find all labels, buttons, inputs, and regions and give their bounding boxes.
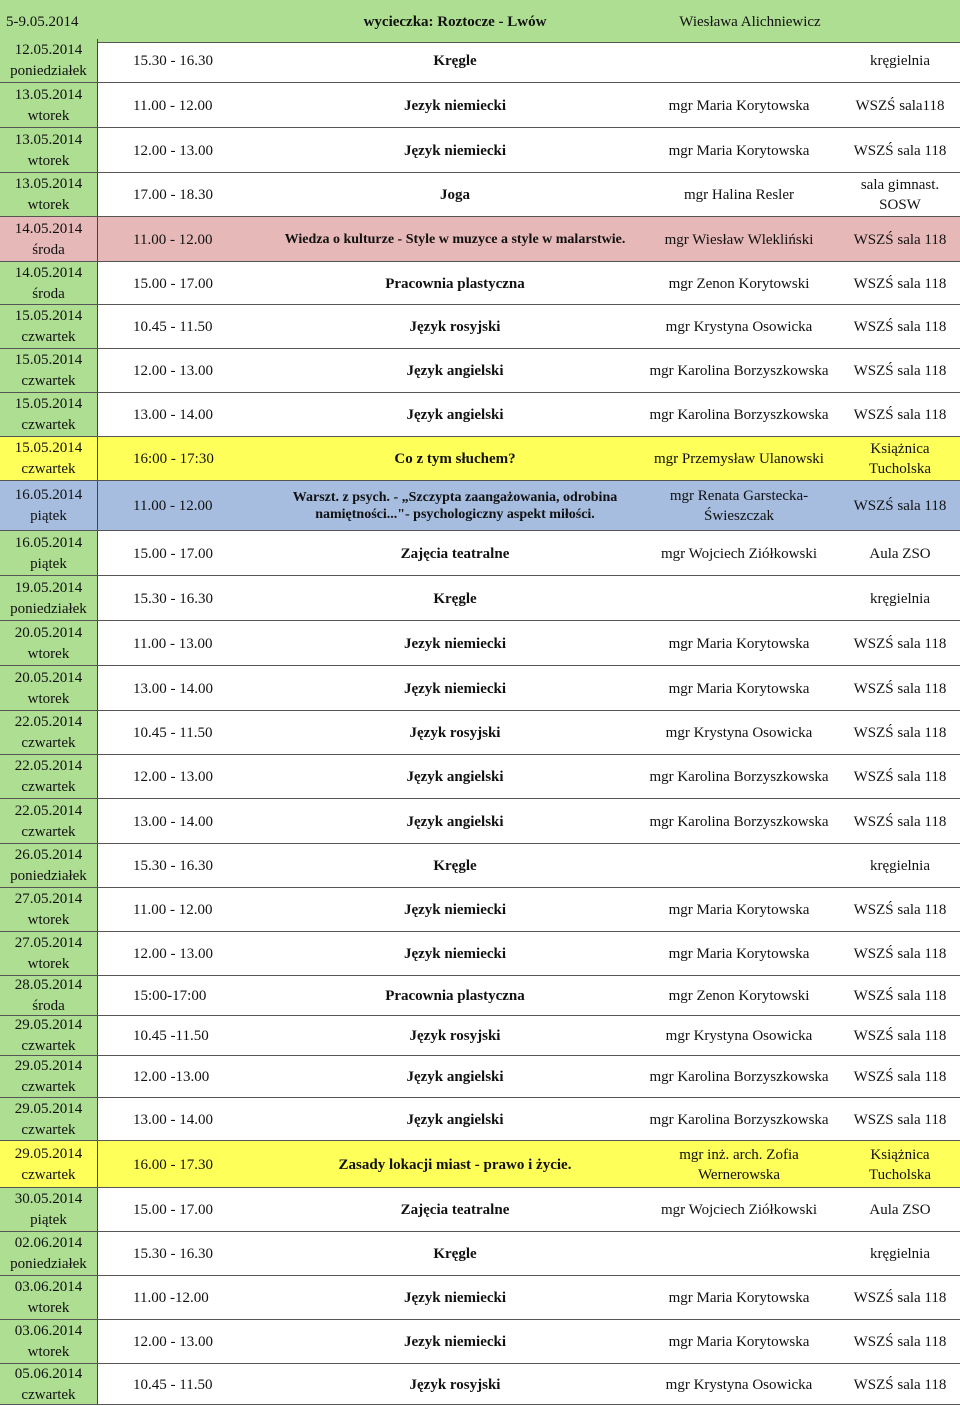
date-cell — [0, 481, 98, 531]
time-cell: 12.00 - 13.00 — [133, 946, 213, 962]
date-cell — [0, 976, 98, 1016]
date-text: 29.05.2014 — [14, 1100, 83, 1117]
subject-cell: Wiedza o kulturze - Style w muzyce a style w malarstwie. — [284, 232, 626, 247]
room-cell: Książnica Tucholska — [869, 1146, 931, 1183]
table-row — [0, 173, 960, 217]
subject-cell: Pracownia plastyczna — [385, 275, 525, 292]
weekday-text: czwartek — [21, 329, 76, 345]
table-row — [0, 1056, 960, 1098]
room-cell: WSZŚ sala 118 — [853, 946, 947, 962]
date-cell — [0, 262, 98, 305]
weekday-text: piątek — [30, 1212, 67, 1228]
room-cell: WSZŚ sala 118 — [853, 319, 947, 335]
date-cell — [0, 711, 98, 755]
subject-cell: Zajęcia teatralne — [400, 545, 510, 562]
room-cell: WSZŚ sala 118 — [853, 813, 947, 830]
time-cell: 13.00 - 14.00 — [133, 813, 213, 830]
date-text: 15.05.2014 — [14, 396, 83, 412]
date-cell — [0, 1364, 98, 1405]
date-text: 02.06.2014 — [14, 1235, 83, 1251]
table-row — [0, 481, 960, 531]
room-cell: sala gimnast. SOSW — [860, 177, 940, 213]
time-cell: 16:00 - 17:30 — [133, 451, 214, 467]
teacher-cell: mgr inż. arch. Zofia Wernerowska — [679, 1146, 799, 1183]
weekday-text: czwartek — [21, 417, 76, 433]
date-cell — [0, 755, 98, 799]
subject-cell: Język rosyjski — [409, 1376, 501, 1393]
subject-cell: Język angielski — [406, 1069, 504, 1085]
time-cell: 10.45 -11.50 — [133, 1028, 209, 1044]
date-text: 22.05.2014 — [14, 714, 83, 730]
subject-cell: Zasady lokacji miast - prawo i życie. — [338, 1156, 572, 1173]
subject-cell: Kręgle — [433, 1246, 477, 1262]
table-row — [0, 1232, 960, 1276]
table-row — [0, 1320, 960, 1364]
subject-cell: Język angielski — [406, 1111, 504, 1128]
table-row — [0, 128, 960, 173]
date-cell — [0, 1141, 98, 1188]
table-row — [0, 349, 960, 393]
table-row — [0, 437, 960, 481]
date-text: 20.05.2014 — [14, 624, 83, 641]
teacher-cell: mgr Maria Korytowska — [668, 635, 810, 652]
teacher-cell: mgr Renata Garstecka-Świeszczak — [669, 488, 809, 524]
weekday-text: czwartek — [21, 779, 76, 795]
table-row — [0, 83, 960, 128]
table-row — [0, 217, 960, 262]
room-cell: kręgielnia — [870, 53, 930, 69]
time-cell: 15.30 - 16.30 — [133, 53, 213, 69]
date-text: 15.05.2014 — [14, 308, 83, 324]
time-cell: 11.00 - 12.00 — [133, 902, 213, 918]
time-cell: 11.00 - 12.00 — [133, 498, 213, 514]
room-cell: WSZŚ sala 118 — [853, 1290, 947, 1306]
date-text: 15.05.2014 — [14, 440, 83, 456]
weekday-text: czwartek — [21, 823, 76, 840]
subject-cell: Język rosyjski — [409, 725, 501, 741]
date-text: 20.05.2014 — [14, 669, 83, 686]
weekday-text: wtorek — [27, 690, 70, 707]
date-text: 13.05.2014 — [14, 176, 83, 192]
subject-cell: Język angielski — [406, 769, 504, 785]
date-cell — [0, 217, 98, 262]
time-cell: 15:00-17:00 — [133, 988, 207, 1004]
teacher-cell: mgr Halina Resler — [684, 187, 794, 203]
teacher-cell: mgr Krystyna Osowicka — [665, 319, 813, 335]
weekday-text: środa — [32, 241, 65, 258]
subject-cell: Co z tym słuchem? — [394, 451, 516, 467]
date-text: 16.05.2014 — [14, 487, 83, 503]
room-cell: kręgielnia — [870, 590, 930, 607]
date-cell — [0, 844, 98, 888]
teacher-cell: mgr Maria Korytowska — [668, 680, 810, 697]
room-cell: WSZŚ sala 118 — [853, 680, 947, 697]
time-cell: 11.00 -12.00 — [133, 1290, 209, 1306]
room-cell: Aula ZSO — [869, 545, 931, 562]
date-cell — [0, 128, 98, 173]
teacher-cell: mgr Karolina Borzyszkowska — [649, 363, 829, 379]
date-cell — [0, 932, 98, 976]
weekday-text: czwartek — [21, 1121, 76, 1138]
date-text: 28.05.2014 — [14, 977, 83, 993]
date-text: 27.05.2014 — [14, 935, 83, 951]
weekday-text: czwartek — [21, 1079, 76, 1095]
time-cell: 12.00 - 13.00 — [133, 142, 213, 159]
room-cell: WSZS sala 118 — [853, 1111, 947, 1128]
table-row — [0, 1098, 960, 1141]
room-cell: WSZŚ sala 118 — [853, 498, 947, 514]
weekday-text: środa — [32, 998, 65, 1014]
time-cell: 13.00 - 14.00 — [133, 407, 213, 423]
table-row — [0, 799, 960, 844]
date-cell — [0, 83, 98, 128]
date-text: 13.05.2014 — [14, 86, 83, 103]
date-cell — [0, 621, 98, 666]
time-cell: 10.45 - 11.50 — [133, 319, 213, 335]
subject-cell: Warszt. z psych. - „Szczypta zaangażowania, odrobina namiętności..."- psychologiczny aspekt miłości. — [292, 490, 618, 522]
room-cell: WSZŚ sala 118 — [853, 407, 947, 423]
subject-cell: Język angielski — [406, 407, 504, 423]
header-person: Wiesława Alichniewicz — [679, 13, 821, 30]
teacher-cell: mgr Wojciech Ziółkowski — [661, 545, 817, 562]
time-cell: 10.45 - 11.50 — [133, 1376, 213, 1393]
time-cell: 15.30 - 16.30 — [133, 1246, 213, 1262]
time-cell: 12.00 - 13.00 — [133, 363, 213, 379]
room-cell: kręgielnia — [870, 858, 930, 874]
table-row — [0, 1016, 960, 1056]
date-text: 29.05.2014 — [14, 1058, 83, 1074]
time-cell: 17.00 - 18.30 — [133, 187, 213, 203]
weekday-text: poniedziałek — [10, 63, 87, 79]
weekday-text: wtorek — [27, 912, 70, 928]
subject-cell: Kręgle — [433, 590, 477, 607]
subject-cell: Język niemiecki — [403, 1290, 507, 1306]
room-cell: WSZŚ sala 118 — [853, 769, 947, 785]
table-row — [0, 711, 960, 755]
weekday-text: czwartek — [21, 1038, 76, 1054]
room-cell: WSZŚ sala 118 — [853, 902, 947, 918]
header-trip: wycieczka: Roztocze - Lwów — [363, 13, 547, 30]
teacher-cell: mgr Maria Korytowska — [668, 97, 810, 114]
room-cell: WSZŚ sala118 — [855, 97, 945, 114]
room-cell: WSZŚ sala 118 — [853, 1334, 947, 1350]
date-text: 29.05.2014 — [14, 1017, 83, 1033]
date-text: 13.05.2014 — [14, 131, 83, 148]
subject-cell: Kręgle — [433, 53, 477, 69]
table-row — [0, 666, 960, 711]
date-text: 05.06.2014 — [14, 1365, 83, 1382]
time-cell: 15.00 - 17.00 — [133, 545, 213, 562]
teacher-cell — [638, 39, 840, 83]
date-cell — [0, 1188, 98, 1232]
date-cell — [0, 173, 98, 217]
time-cell: 12.00 - 13.00 — [133, 769, 213, 785]
subject-cell: Język niemiecki — [403, 142, 507, 159]
time-cell: 10.45 - 11.50 — [133, 725, 213, 741]
header-row — [0, 0, 960, 43]
date-text: 30.05.2014 — [14, 1191, 83, 1207]
date-text: 29.05.2014 — [14, 1145, 83, 1162]
teacher-cell: mgr Karolina Borzyszkowska — [649, 813, 829, 830]
room-cell: WSZŚ sala 118 — [853, 635, 947, 652]
date-cell — [0, 39, 98, 83]
date-text: 22.05.2014 — [14, 758, 83, 774]
weekday-text: wtorek — [27, 1300, 70, 1316]
time-cell: 16.00 - 17.30 — [133, 1156, 213, 1173]
date-cell — [0, 666, 98, 711]
table-row — [0, 888, 960, 932]
teacher-cell: mgr Karolina Borzyszkowska — [649, 1069, 829, 1085]
weekday-text: środa — [32, 285, 65, 302]
teacher-cell: mgr Krystyna Osowicka — [665, 1376, 813, 1393]
teacher-cell: mgr Zenon Korytowski — [668, 988, 810, 1004]
teacher-cell: mgr Krystyna Osowicka — [665, 1028, 813, 1044]
subject-cell: Język niemiecki — [403, 946, 507, 962]
time-cell: 15.30 - 16.30 — [133, 590, 213, 607]
date-text: 03.06.2014 — [14, 1279, 83, 1295]
weekday-text: czwartek — [21, 1166, 76, 1183]
teacher-cell: mgr Maria Korytowska — [668, 142, 810, 159]
date-cell — [0, 437, 98, 481]
weekday-text: czwartek — [21, 1386, 76, 1403]
teacher-cell: mgr Karolina Borzyszkowska — [649, 769, 829, 785]
date-text: 19.05.2014 — [14, 579, 83, 596]
time-cell: 15.00 - 17.00 — [133, 275, 213, 292]
table-row — [0, 755, 960, 799]
date-text: 12.05.2014 — [14, 42, 83, 58]
room-cell: WSZŚ sala 118 — [853, 142, 947, 159]
teacher-cell: mgr Karolina Borzyszkowska — [649, 1111, 829, 1128]
subject-cell: Język niemiecki — [403, 680, 507, 697]
room-cell: Aula ZSO — [869, 1202, 931, 1218]
subject-cell: Język angielski — [406, 363, 504, 379]
table-row — [0, 1276, 960, 1320]
date-cell — [0, 888, 98, 932]
date-text: 16.05.2014 — [14, 534, 83, 551]
room-cell: WSZŚ sala 118 — [853, 988, 947, 1004]
weekday-text: poniedziałek — [10, 600, 87, 617]
room-cell: WSZŚ sala 118 — [853, 1376, 947, 1393]
table-row — [0, 844, 960, 888]
time-cell: 15.30 - 16.30 — [133, 858, 213, 874]
date-cell — [0, 1232, 98, 1276]
subject-cell: Język rosyjski — [409, 319, 501, 335]
table-row — [0, 393, 960, 437]
room-cell: kręgielnia — [870, 1246, 930, 1262]
subject-cell: Jezyk niemiecki — [403, 1334, 507, 1350]
date-text: 22.05.2014 — [14, 802, 83, 819]
table-row — [0, 531, 960, 576]
weekday-text: wtorek — [27, 107, 70, 124]
date-cell — [0, 305, 98, 349]
table-row — [0, 262, 960, 305]
teacher-cell: mgr Zenon Korytowski — [668, 275, 810, 292]
date-cell — [0, 1320, 98, 1364]
weekday-text: poniedziałek — [10, 868, 87, 884]
subject-cell: Język angielski — [406, 813, 504, 830]
room-cell: WSZŚ sala 118 — [853, 231, 947, 248]
date-text: 14.05.2014 — [14, 220, 83, 237]
subject-cell: Język rosyjski — [409, 1028, 501, 1044]
table-row — [0, 621, 960, 666]
date-cell — [0, 349, 98, 393]
date-cell — [0, 1056, 98, 1098]
date-text: 26.05.2014 — [14, 847, 83, 863]
teacher-cell: mgr Wojciech Ziółkowski — [661, 1202, 817, 1218]
teacher-cell — [638, 844, 840, 888]
weekday-text: piątek — [30, 508, 67, 524]
weekday-text: wtorek — [27, 197, 70, 213]
teacher-cell: mgr Karolina Borzyszkowska — [649, 407, 829, 423]
teacher-cell: mgr Maria Korytowska — [668, 946, 810, 962]
date-cell — [0, 799, 98, 844]
date-cell — [0, 576, 98, 621]
teacher-cell: mgr Przemysław Ulanowski — [654, 451, 824, 467]
table-row — [0, 1364, 960, 1405]
date-text: 03.06.2014 — [14, 1323, 83, 1339]
time-cell: 12.00 -13.00 — [133, 1069, 210, 1085]
teacher-cell: mgr Maria Korytowska — [668, 1334, 810, 1350]
table-row — [0, 39, 960, 83]
date-cell — [0, 531, 98, 576]
subject-cell: Zajęcia teatralne — [400, 1202, 510, 1218]
room-cell: WSZŚ sala 118 — [853, 725, 947, 741]
room-cell: Książnica Tucholska — [869, 441, 931, 477]
room-cell: WSZŚ sala 118 — [853, 1028, 947, 1044]
teacher-cell: mgr Wiesław Wlekliński — [664, 231, 814, 248]
time-cell: 13.00 - 14.00 — [133, 680, 213, 697]
time-cell: 15.00 - 17.00 — [133, 1202, 213, 1218]
room-cell: WSZŚ sala 118 — [853, 363, 947, 379]
weekday-text: wtorek — [27, 152, 70, 169]
time-cell: 13.00 - 14.00 — [133, 1111, 213, 1128]
weekday-text: wtorek — [27, 1344, 70, 1360]
room-cell: WSZŚ sala 118 — [853, 275, 947, 292]
weekday-text: poniedziałek — [10, 1256, 87, 1272]
date-cell — [0, 1098, 98, 1141]
date-text: 15.05.2014 — [14, 352, 83, 368]
teacher-cell: mgr Maria Korytowska — [668, 1290, 810, 1306]
table-row — [0, 1188, 960, 1232]
date-cell — [0, 393, 98, 437]
teacher-cell: mgr Krystyna Osowicka — [665, 725, 813, 741]
date-text: 14.05.2014 — [14, 264, 83, 281]
time-cell: 11.00 - 12.00 — [133, 231, 213, 248]
date-text: 27.05.2014 — [14, 891, 83, 907]
table-row — [0, 305, 960, 349]
weekday-text: czwartek — [21, 735, 76, 751]
subject-cell: Jezyk niemiecki — [403, 635, 507, 652]
teacher-cell — [638, 576, 840, 621]
weekday-text: wtorek — [27, 645, 70, 662]
weekday-text: czwartek — [21, 461, 76, 477]
teacher-cell: mgr Maria Korytowska — [668, 902, 810, 918]
date-cell — [0, 1276, 98, 1320]
header-dates: 5-9.05.2014 — [6, 13, 79, 30]
subject-cell: Język niemiecki — [403, 902, 507, 918]
weekday-text: piątek — [30, 555, 67, 572]
weekday-text: czwartek — [21, 373, 76, 389]
weekday-text: wtorek — [27, 956, 70, 972]
time-cell: 12.00 - 13.00 — [133, 1334, 213, 1350]
time-cell: 11.00 - 12.00 — [133, 97, 213, 114]
room-cell: WSZŚ sala 118 — [853, 1069, 947, 1085]
teacher-cell — [638, 1232, 840, 1276]
table-row — [0, 1141, 960, 1188]
subject-cell: Joga — [440, 187, 470, 203]
table-row — [0, 976, 960, 1016]
date-cell — [0, 1016, 98, 1056]
table-row — [0, 576, 960, 621]
time-cell: 11.00 - 13.00 — [133, 635, 213, 652]
subject-cell: Pracownia plastyczna — [385, 988, 525, 1004]
table-row — [0, 932, 960, 976]
subject-cell: Kręgle — [433, 858, 477, 874]
subject-cell: Jezyk niemiecki — [403, 97, 507, 114]
